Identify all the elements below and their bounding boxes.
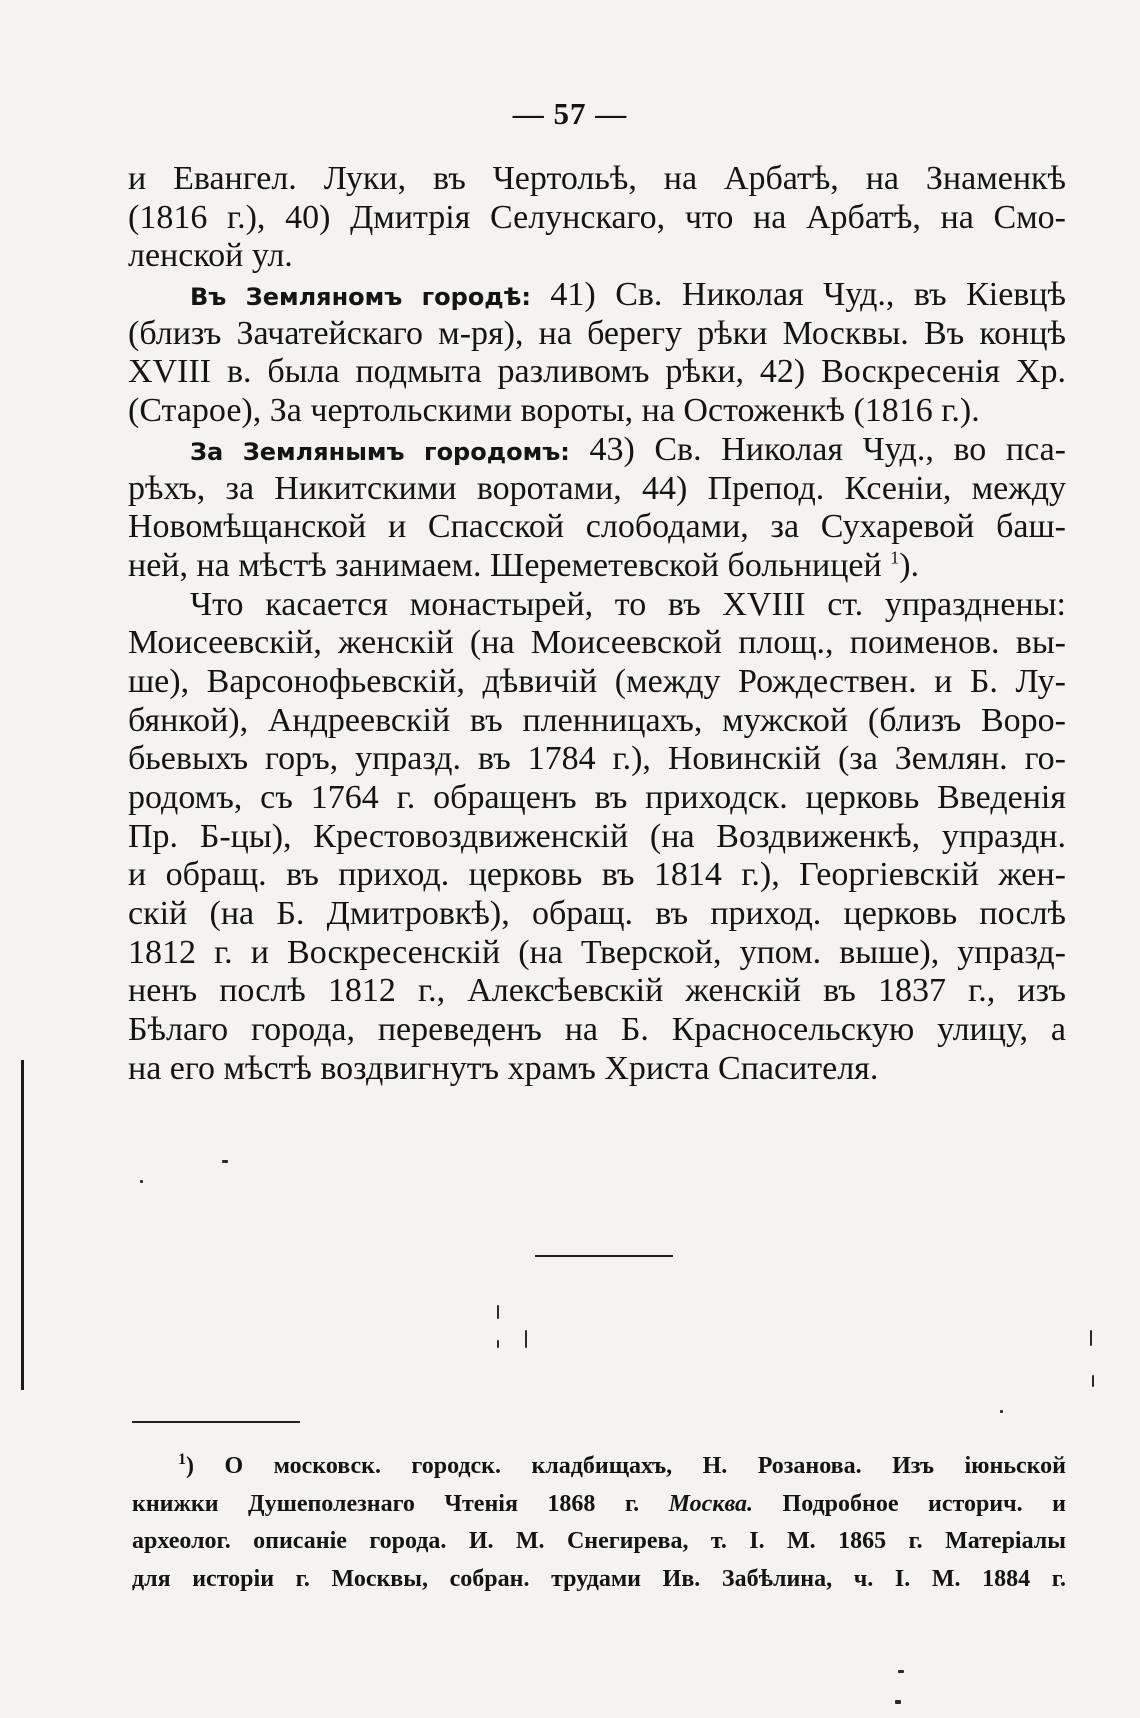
text-span: 43) Св. Николая Чуд., во пса-	[589, 430, 1066, 468]
body-text	[128, 160, 1066, 1089]
footnote-line: для исторіи г. Москвы, собран. трудами Ив. Забѣлина, ч. I. М. 1884 г.	[132, 1565, 1066, 1592]
footnote-line	[132, 1486, 1066, 1524]
footnote-marker: 1	[178, 1451, 186, 1468]
text-line: и обращ. въ приход. церковь въ 1814 г.), Георгіевскій жен-	[128, 856, 1066, 894]
text-line: скій (на Б. Дмитровкѣ), обращ. въ приход. церковь послѣ	[128, 895, 1066, 933]
text-span: ).	[899, 546, 920, 584]
text-line: ленской ул.	[128, 237, 293, 275]
scan-speck	[1000, 1410, 1003, 1413]
text-line: Моисеевскій, женскій (на Моисеевской площ., поименов. вы-	[128, 624, 1066, 662]
text-span: ней, на мѣстѣ занимаем. Шереметевской больницей	[128, 546, 882, 584]
scan-speck	[898, 1670, 904, 1673]
footnote-divider	[132, 1421, 300, 1423]
page-number: — 57 —	[512, 96, 628, 131]
scan-speck	[497, 1305, 499, 1319]
text-line: на его мѣстѣ воздвигнутъ храмъ Христа Спасителя.	[128, 1049, 879, 1087]
text-line: Новомѣщанской и Спасской слободами, за Сухаревой баш-	[128, 508, 1066, 546]
scan-speck	[525, 1330, 527, 1348]
text-line: (1816 г.), 40) Дмитрія Селунскаго, что на Арбатѣ, на Смо-	[128, 198, 1066, 236]
scan-margin-line	[21, 1060, 24, 1390]
text-line: бянкой), Андреевскій въ пленницахъ, мужской (близъ Воро-	[128, 701, 1066, 739]
scan-speck	[1090, 1330, 1092, 1346]
text-line: Что касается монастырей, то въ XVIII ст. упразднены:	[190, 585, 1066, 623]
scan-speck	[222, 1160, 228, 1163]
text-line: (Старое), За чертольскими вороты, на Остоженкѣ (1816 г.).	[128, 392, 980, 430]
section-heading: Въ Земляномъ городѣ:	[190, 283, 531, 312]
text-line	[128, 276, 1066, 315]
section-divider	[535, 1255, 673, 1257]
scan-speck	[1092, 1375, 1094, 1387]
footnotes	[132, 1448, 1066, 1598]
scan-speck	[140, 1180, 143, 1183]
text-span: книжки Душеполезнаго Чтенія 1868 г.	[132, 1490, 640, 1517]
footnote-line	[132, 1448, 1066, 1486]
scan-speck	[895, 1700, 901, 1704]
text-line: родомъ, съ 1764 г. обращенъ въ приходск. церковь Введенія	[128, 779, 1066, 816]
text-span: Подробное историч. и	[782, 1490, 1067, 1517]
footnote-source-title: Москва.	[668, 1490, 754, 1517]
text-line	[128, 547, 1066, 586]
text-line: Бѣлаго города, переведенъ на Б. Красносельскую улицу, а	[128, 1011, 1066, 1049]
footnote-reference[interactable]: 1	[890, 547, 900, 568]
text-line: ненъ послѣ 1812 г., Алексѣевскій женскій въ 1837 г., изъ	[128, 972, 1066, 1010]
text-line: Пр. Б-цы), Крестовоздвиженскій (на Воздвиженкѣ, упраздн.	[128, 817, 1066, 855]
text-line: XVIII в. была подмыта разливомъ рѣки, 42) Воскресенія Хр.	[128, 353, 1066, 391]
text-line: и Евангел. Луки, въ Чертольѣ, на Арбатѣ, на Знаменкѣ	[128, 160, 1066, 197]
text-line: 1812 г. и Воскресенскій (на Тверской, упом. выше), упразд-	[128, 933, 1066, 971]
section-heading: За Землянымъ городомъ:	[190, 437, 570, 466]
scan-speck	[497, 1340, 499, 1348]
footnote-line: археолог. описаніе города. И. М. Снегирева, т. I. М. 1865 г. Матеріалы	[132, 1528, 1066, 1554]
text-line: (близъ Зачатейскаго м-ря), на берегу рѣки Москвы. Въ концѣ	[128, 314, 1066, 352]
text-line	[128, 431, 1066, 470]
text-line: бьевыхъ горъ, упразд. въ 1784 г.), Новинскій (за Землян. го-	[128, 740, 1066, 778]
text-span: 41) Св. Николая Чуд., въ Кіевцѣ	[550, 276, 1067, 314]
text-line: рѣхъ, за Никитскими воротами, 44) Препод. Ксеніи, между	[128, 469, 1066, 507]
text-span: ) О московск. городск. кладбищахъ, Н. Розанова. Изъ іюньской	[186, 1453, 1066, 1479]
text-line: ше), Варсонофьевскій, дѣвичій (между Рождествен. и Б. Лу-	[128, 662, 1066, 700]
